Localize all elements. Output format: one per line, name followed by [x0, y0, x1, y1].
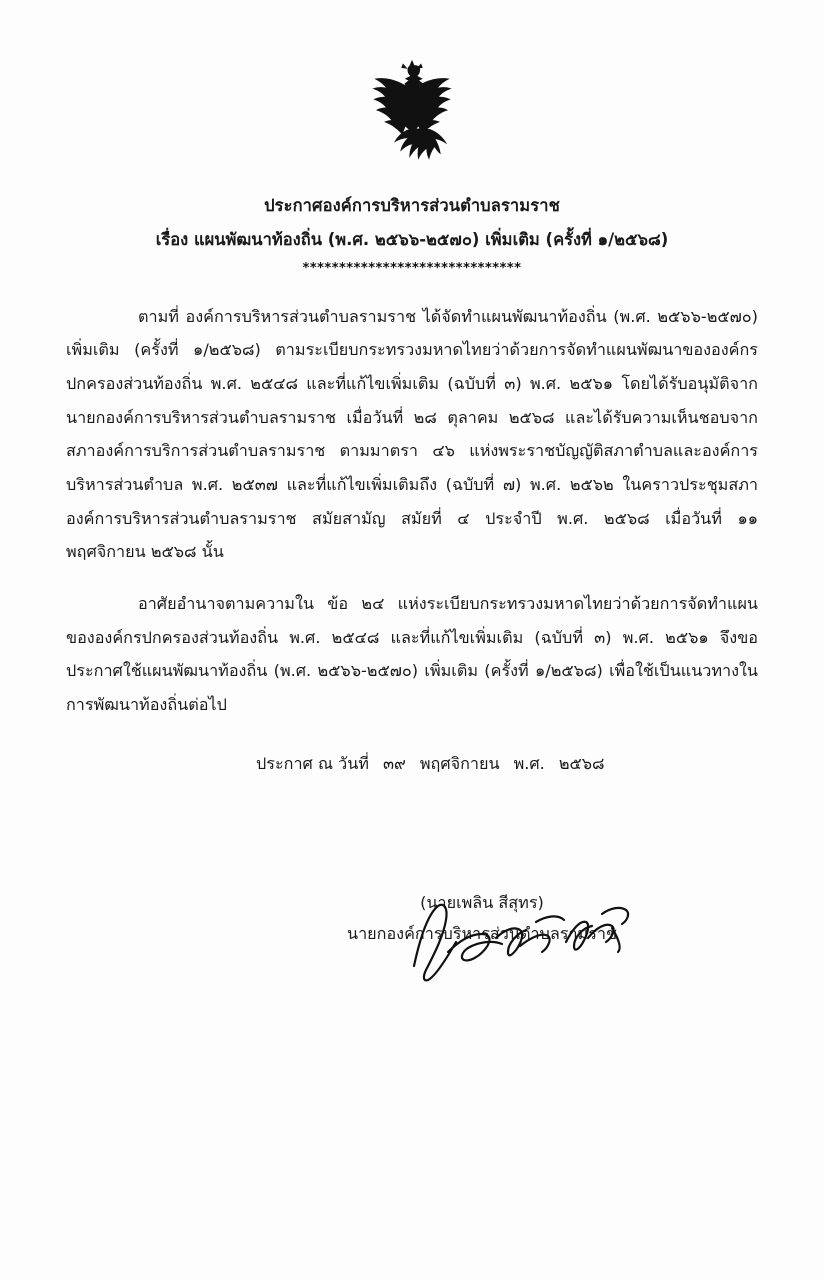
emblem-container — [66, 58, 758, 188]
signature-area — [66, 888, 758, 1038]
date-month: พฤศจิกายน — [419, 753, 500, 773]
date-year: ๒๕๖๘ — [558, 753, 605, 773]
signature-name: (นายเพลิน สีสุทร) — [420, 893, 544, 913]
date-line — [66, 748, 758, 780]
date-day: ๓๙ — [382, 753, 406, 773]
document-heading: ประกาศองค์การบริหารส่วนตำบลรามราช — [264, 196, 560, 215]
date-prefix: ประกาศ ณ วันที่ — [256, 753, 369, 773]
paragraph-1: ตามที่ องค์การบริหารส่วนตำบลรามราช ได้จัดทำแผนพัฒนาท้องถิ่น (พ.ศ. ๒๕๖๖-๒๕๗๐) เพิ่มเติม (ครั้งที่ ๑/๒๕๖๘) ตามระเบียบกระทรวงมหาดไทยว่าด้วยการจัดทำแผนพัฒนาขององค์กรปกครองส่วนท้องถิ่น พ.ศ. ๒๕๔๘ และที่แก้ไขเพิ่มเติม (ฉบับที่ ๓) พ.ศ. ๒๕๖๑ โดยได้รับอนุมัติจากนายกองค์การบริหารส่วนตำบลรามราช เมื่อวันที่ ๒๘ ตุลาคม ๒๕๖๘ และได้รับความเห็นชอบจากสภาองค์การบริการส่วนตำบลรามราช ตามมาตรา ๔๖ แห่งพระราชบัญญัติสภาตำบลและองค์การบริหารส่วนตำบล พ.ศ. ๒๕๓๗ และที่แก้ไขเพิ่มเติมถึง (ฉบับที่ ๗) พ.ศ. ๒๕๖๒ ในคราวประชุมสภาองค์การบริหารส่วนตำบลรามราช สมัยสามัญ สมัยที่ ๔ ประจำปี พ.ศ. ๒๕๖๘ เมื่อวันที่ ๑๑ พฤศจิกายน ๒๕๖๘ นั้น — [66, 306, 758, 562]
signature-title: นายกองค์การบริหารส่วนตำบลรามราช — [347, 923, 617, 943]
divider-stars: ****************************** — [302, 260, 522, 276]
garuda-emblem-icon — [358, 58, 466, 166]
document-body — [66, 300, 758, 722]
document-subheading: เรื่อง แผนพัฒนาท้องถิ่น (พ.ศ. ๒๕๖๖-๒๕๗๐) เพิ่มเติม (ครั้งที่ ๑/๒๕๖๘) — [155, 229, 669, 249]
paragraph-2: อาศัยอำนาจตามความใน ข้อ ๒๔ แห่งระเบียบกระทรวงมหาดไทยว่าด้วยการจัดทำแผนขององค์กรปกครองส่วนท้องถิ่น พ.ศ. ๒๕๔๘ และที่แก้ไขเพิ่มเติม (ฉบับที่ ๓) พ.ศ. ๒๕๖๑ จึงขอประกาศใช้แผนพัฒนาท้องถิ่น (พ.ศ. ๒๕๖๖-๒๕๗๐) เพิ่มเติม (ครั้งที่ ๑/๒๕๖๘) เพื่อใช้เป็นแนวทางในการพัฒนาท้องถิ่นต่อไป — [66, 594, 758, 715]
handwritten-signature-icon — [396, 894, 646, 994]
date-year-label: พ.ศ. — [513, 753, 545, 773]
